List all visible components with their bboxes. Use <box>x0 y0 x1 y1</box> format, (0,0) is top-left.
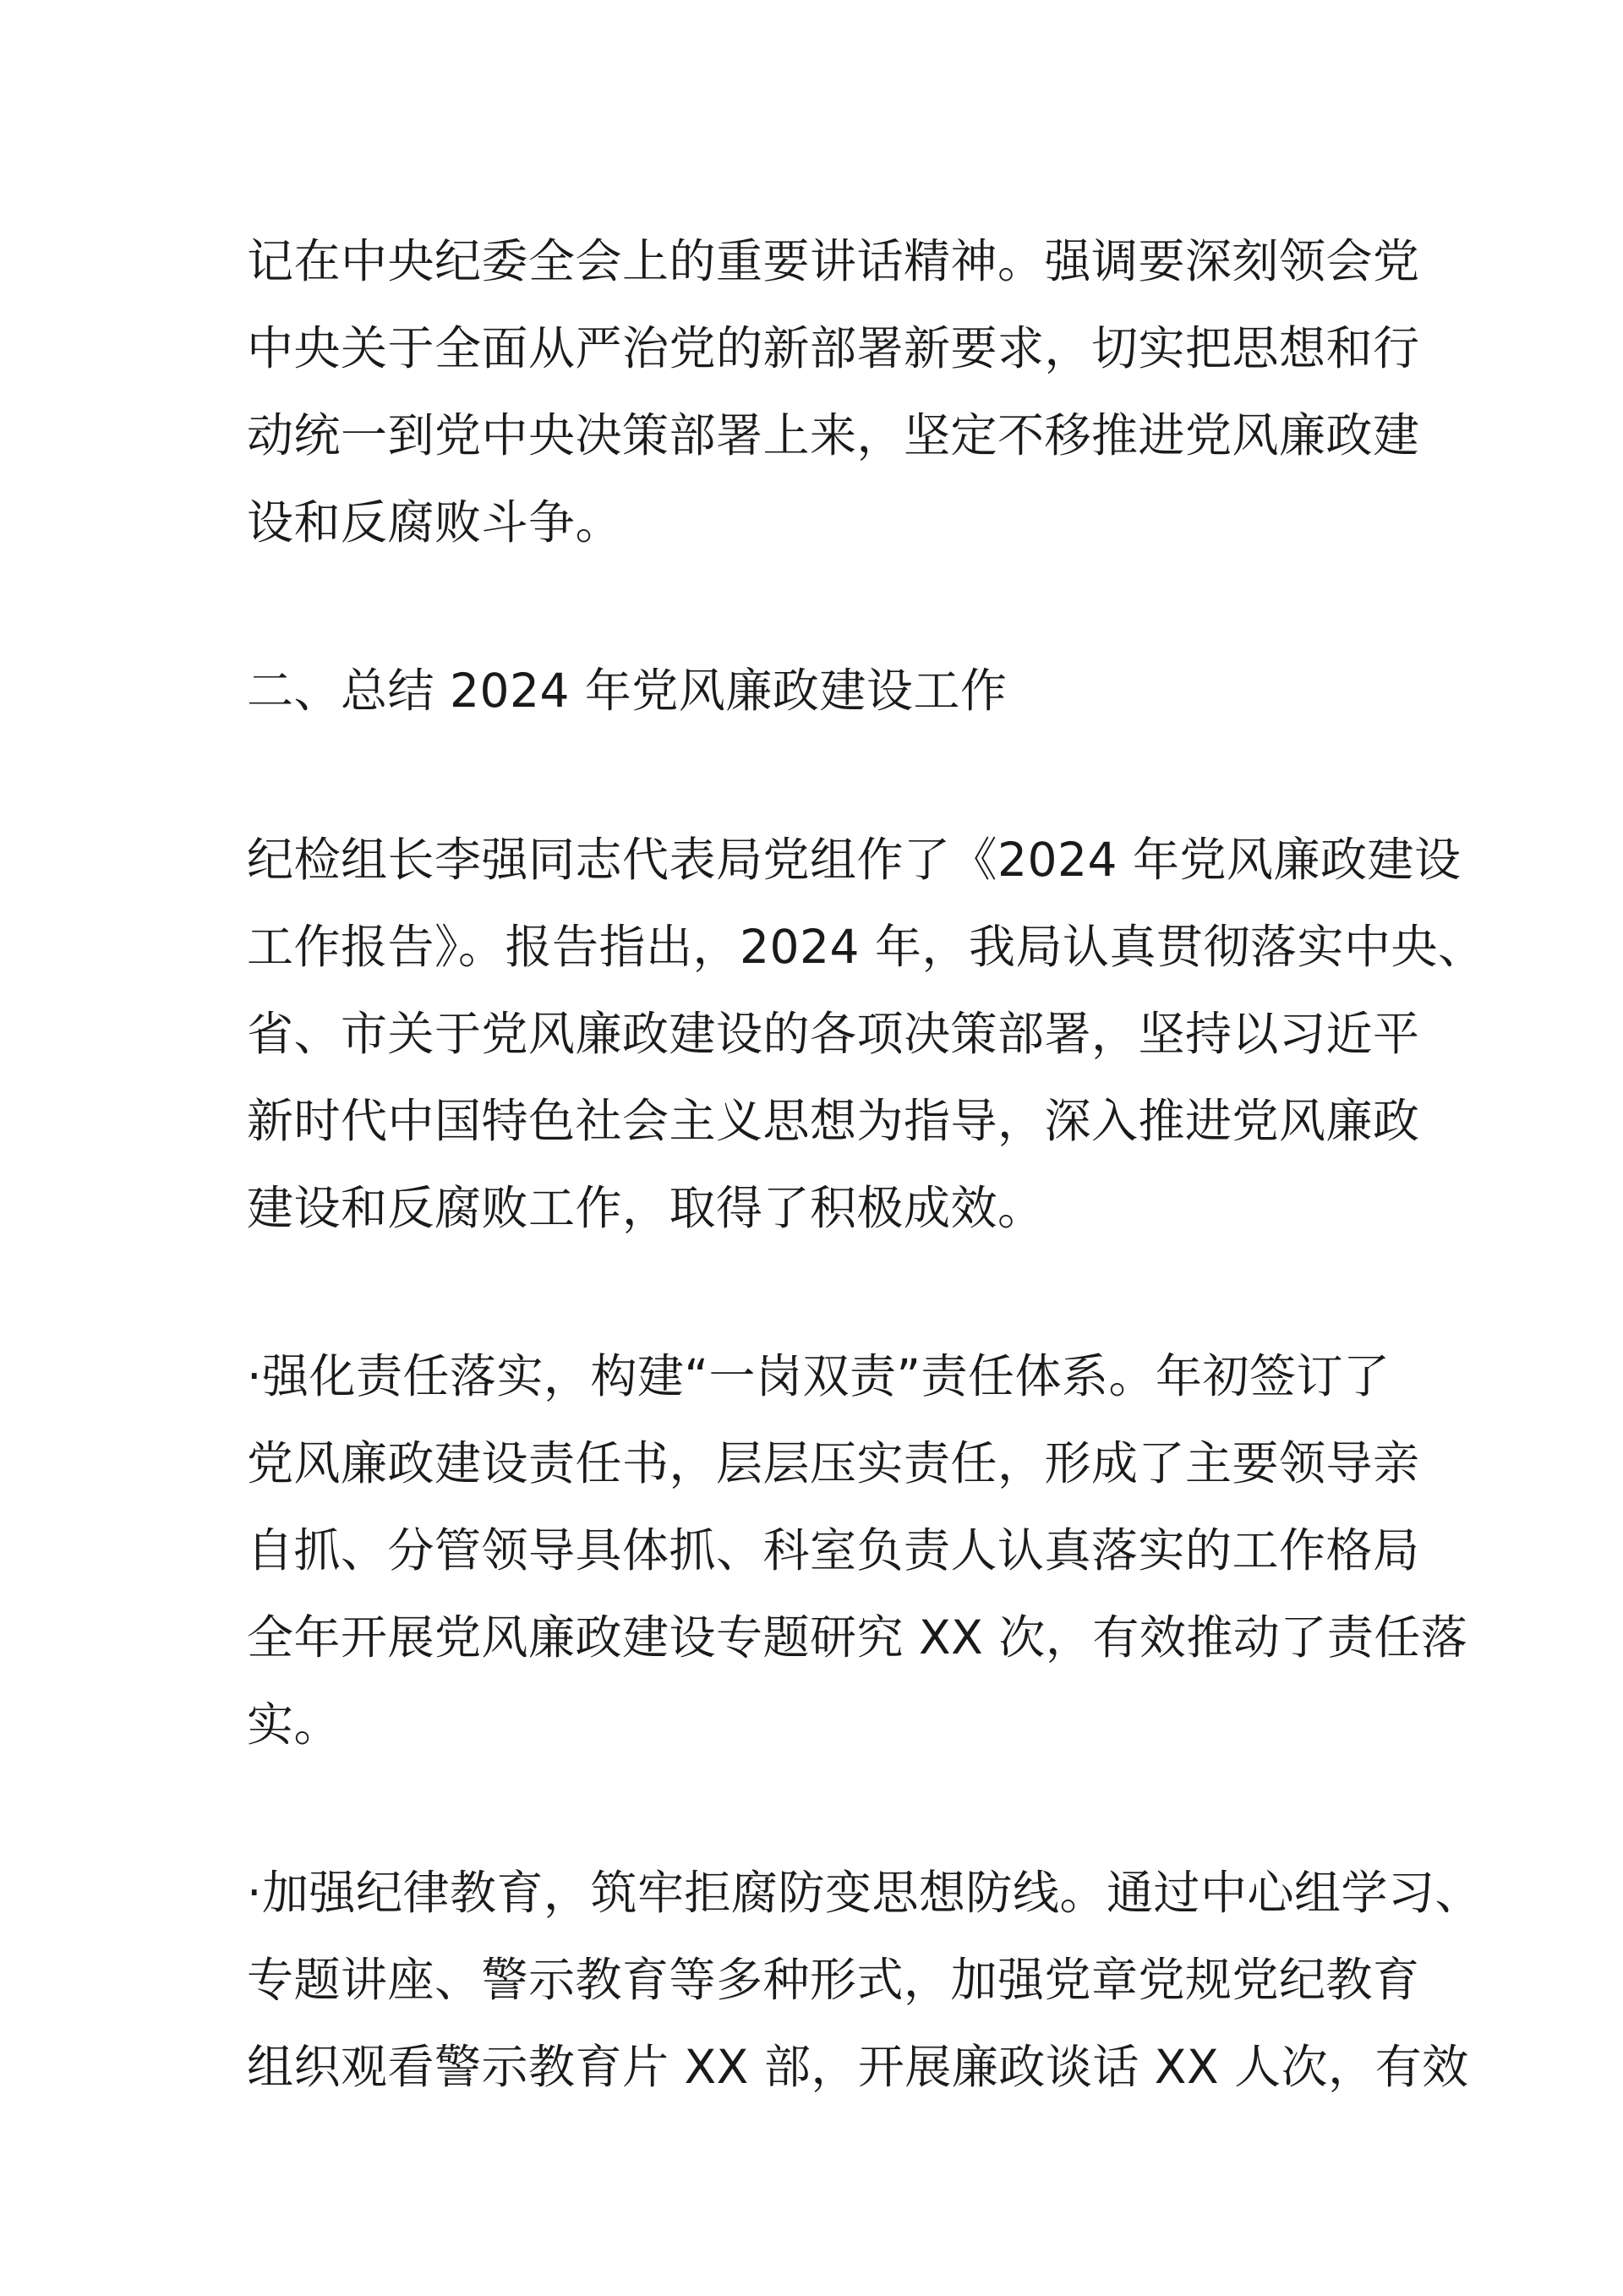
section-heading: 二、总结 2024 年党风廉政建设工作 <box>247 664 1008 718</box>
bullet-1-line-2: 党风廉政建设责任书，层层压实责任，形成了主要领导亲 <box>247 1436 1420 1490</box>
paragraph-2-line-3: 省、市关于党风廉政建设的各项决策部署，坚持以习近平 <box>247 1007 1420 1061</box>
paragraph-2-line-2: 工作报告》。报告指出，2024 年，我局认真贯彻落实中央、 <box>247 920 1485 974</box>
bullet-2-line-1: ·加强纪律教育，筑牢拒腐防变思想防线。通过中心组学习、 <box>247 1866 1482 1920</box>
bullet-1-line-5: 实。 <box>247 1697 342 1752</box>
paragraph-1-line-2: 中央关于全面从严治党的新部署新要求，切实把思想和行 <box>247 321 1420 375</box>
paragraph-1-line-3: 动统一到党中央决策部署上来，坚定不移推进党风廉政建 <box>247 408 1420 462</box>
bullet-2-line-2: 专题讲座、警示教育等多种形式，加强党章党规党纪教育 <box>247 1953 1420 2007</box>
bullet-2-line-3: 组织观看警示教育片 XX 部，开展廉政谈话 XX 人次，有效 <box>247 2040 1469 2094</box>
paragraph-1-line-1: 记在中央纪委全会上的重要讲话精神。强调要深刻领会党 <box>247 234 1420 288</box>
paragraph-2-line-5: 建设和反腐败工作，取得了积极成效。 <box>247 1181 1045 1235</box>
paragraph-1-line-4: 设和反腐败斗争。 <box>247 495 623 549</box>
paragraph-2-line-4: 新时代中国特色社会主义思想为指导，深入推进党风廉政 <box>247 1094 1420 1148</box>
bullet-1-line-1: ·强化责任落实，构建“一岗双责”责任体系。年初签订了 <box>247 1349 1391 1403</box>
bullet-1-line-4: 全年开展党风廉政建设专题研究 XX 次，有效推动了责任落 <box>247 1610 1468 1665</box>
paragraph-2-line-1: 纪检组长李强同志代表局党组作了《2024 年党风廉政建设 <box>247 833 1462 887</box>
bullet-1-line-3: 自抓、分管领导具体抓、科室负责人认真落实的工作格局 <box>247 1523 1420 1577</box>
